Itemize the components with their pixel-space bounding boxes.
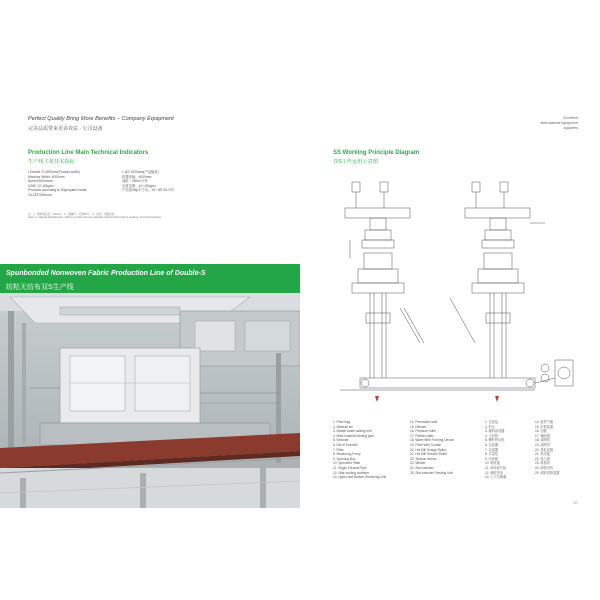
legend-item: 4. 主料管 <box>485 433 499 438</box>
legend-cn-1 <box>485 420 506 480</box>
legend-item: 1. Filter bag <box>333 420 350 424</box>
header-title: Perfect Quality Bring More Benefits – Company Equipment <box>28 116 174 122</box>
legend-item: 25. Sub-extruder Feeding Unit <box>410 470 453 475</box>
legend-item: 2. 料仓 <box>485 424 495 429</box>
legend-item: 1. 过滤袋 <box>485 420 499 424</box>
indicators-note <box>28 212 298 219</box>
legend-item: 15. 扩散装置 <box>535 424 554 429</box>
legend-item: 12. 侧吹风室 <box>485 470 504 475</box>
legend-item: 15. Diffuser <box>410 424 427 429</box>
legend-item: 18. 成网机 <box>535 438 550 443</box>
legend-item: 24. Sub-extruder <box>410 465 434 470</box>
legend-item: 14. 组件气塞 <box>535 420 554 424</box>
legend-en-2 <box>410 420 454 475</box>
indicators-title-cn: 生产线主要技术指标 <box>28 159 75 165</box>
production-line-photo <box>0 293 300 508</box>
indicator-line: • 双S 3200mm(产品幅宽) <box>122 170 159 174</box>
legend-item: 12. Side-cooling chamber <box>333 470 370 475</box>
legend-item: 18. Wave Web Forming Device <box>410 438 454 443</box>
legend-item: 20. 热轧花辊 <box>535 447 554 452</box>
legend-item: 23. 收卷机 <box>535 461 550 466</box>
legend-item: 9. 纺丝箱 <box>485 456 499 461</box>
legend-item: 22. Tension device <box>410 456 437 461</box>
legend-item: 20. Hot Mill Design Roller <box>410 447 446 452</box>
legend-item: 5. Extruder <box>333 438 349 443</box>
legend-item: 8. Measuring Pump <box>333 452 361 457</box>
indicator-line: • Double-S 3200mm(Product width) <box>28 170 80 174</box>
indicator-line: Speed:300m/min <box>28 179 53 184</box>
legend-item: 25. 副料供给装置 <box>535 470 560 475</box>
legend-item: 19. 成网帘 <box>535 442 550 447</box>
header-tagline <box>518 116 578 131</box>
tagline-line: suppliers <box>563 126 578 130</box>
legend-en-1 <box>333 420 386 480</box>
indicator-line: 产品按30g/平方米，15~18T/24小时 <box>122 188 174 193</box>
diagram-title: SS Working Principle Diagram <box>333 150 420 156</box>
indicator-line: 16-18T/24Hours <box>28 192 52 197</box>
legend-item: 17. 橡胶辊 <box>535 433 550 438</box>
indicators-en <box>28 170 87 198</box>
legend-item: 16. Pressure roller <box>410 429 437 434</box>
legend-item: 3. Master batch adding unit <box>333 429 372 434</box>
header-title-cn: 完美品质带来更多效益 · 公司设备 <box>28 126 103 132</box>
legend-item: 10. 喷丝板 <box>485 461 500 466</box>
legend-item: 21. Hot Mill Smooth Roller <box>410 452 448 457</box>
legend-item: 11. 单体抽气装 <box>485 465 507 470</box>
legend-item: 10. Spinneret Plate <box>333 461 361 466</box>
legend-cn-2 <box>535 420 559 475</box>
banner-title: Spunbonded Nonwoven Fabric Production Line of Double-S <box>6 270 206 277</box>
banner-title-cn: 纺粘无纺布双S生产线 <box>6 284 74 291</box>
legend-item: 5. 螺杆挤出机 <box>485 438 505 443</box>
note-cn: 注：1、喂料架系统：120mm；2、原辅料：可用PP片；3、加热：热辊加热 <box>28 213 115 216</box>
legend-item: 3. 辅料添加器 <box>485 429 505 434</box>
indicator-line: 机器宽幅：4000mm <box>122 174 152 179</box>
ss-working-principle-diagram <box>330 168 580 413</box>
legend-item: 6. Dirt of Extruder <box>333 442 358 447</box>
indicator-line: GSM: 12-150g/m² <box>28 183 55 188</box>
legend-item: 7. Filter <box>333 447 344 452</box>
legend-item: 23. Winder <box>410 461 426 466</box>
page-number: 07 <box>573 500 578 505</box>
indicator-line: Products according to 30g/square meter <box>28 188 87 193</box>
legend-item: 19. Fibre Web Curtain <box>410 442 442 447</box>
diagram-title-cn: 双S工作运用示意图 <box>333 159 378 165</box>
legend-item: 4. Main material feeding pipe <box>333 433 374 438</box>
legend-item: 24. 副挤出机 <box>535 465 554 470</box>
indicators-cn <box>122 170 174 193</box>
legend-item: 9. Spinning Box <box>333 456 356 461</box>
note-en: Note: 1. material and diameter: 120mm 2. Raw and raw materials only/recycled chips 3. Heating: thermal oil heating <box>28 216 161 219</box>
legend-item: 13. Upper and Bottom Stretching Unit <box>333 475 386 480</box>
indicator-line: 克重范围：12~150g/m² <box>122 183 157 188</box>
legend-item: 13. 上下拉伸器 <box>485 475 507 480</box>
indicator-line: 速度：300m/分钟 <box>122 179 148 184</box>
legend-item: 16. 压辊 <box>535 429 547 434</box>
legend-item: 6. 过滤器 <box>485 442 499 447</box>
legend-item: 17. Rubber roller <box>410 433 434 438</box>
tagline-line: international equipment <box>540 121 578 125</box>
production-line-illustration <box>0 293 300 508</box>
legend-item: 11. Single Exhaust Pipe <box>333 465 367 470</box>
legend-item: 7. 过滤器 <box>485 447 499 452</box>
legend-item: 22. 张力架 <box>535 456 550 461</box>
tagline-line: Excellent <box>563 116 578 120</box>
legend-item: 2. Material bin <box>333 424 354 429</box>
legend-item: 8. 计量泵 <box>485 452 499 457</box>
legend-item: 14. Pneumatic seal <box>410 420 438 424</box>
indicators-title: Production Line Main Technical Indicators <box>28 150 149 156</box>
legend-item: 21. 热光辊 <box>535 452 550 457</box>
indicator-line: Machine Width: 4000mm <box>28 174 65 179</box>
